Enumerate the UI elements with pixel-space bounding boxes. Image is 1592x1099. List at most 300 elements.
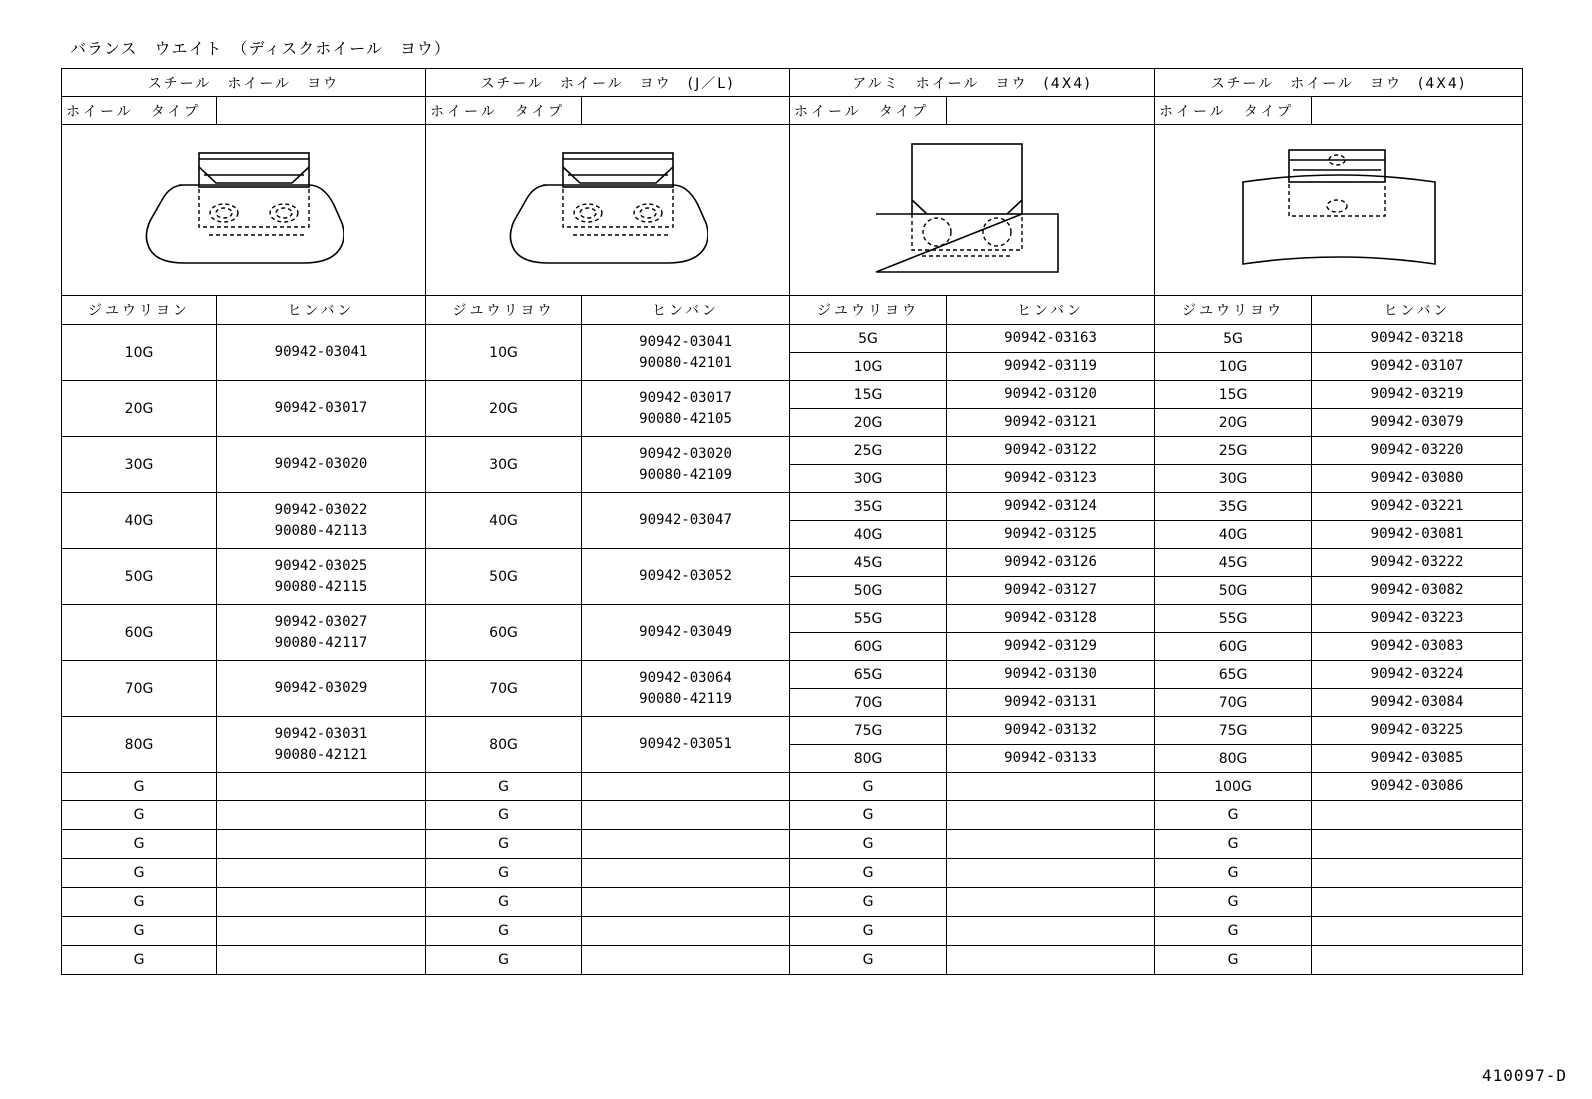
weight-cell — [62, 917, 217, 946]
weight-cell — [790, 353, 947, 381]
weight-cell-text: G — [862, 894, 874, 910]
part-number-cell-text: 90942-03225 — [1370, 722, 1464, 738]
part-number-cell — [217, 859, 426, 888]
weight-cell — [1155, 381, 1312, 409]
part-number-cell — [582, 830, 790, 859]
wheel-type-label: ホイール タイプ — [790, 97, 947, 125]
weight-cell-text: 60G — [853, 638, 883, 655]
weight-cell-text: G — [133, 923, 145, 939]
part-number-cell-text: 90942-03133 — [1004, 750, 1097, 766]
part-number-cell — [217, 888, 426, 917]
weight-cell — [426, 549, 582, 605]
weight-cell — [1155, 859, 1312, 888]
weight-cell-text: G — [133, 807, 145, 823]
part-number-cell — [1312, 493, 1523, 521]
weight-cell-text: G — [133, 865, 145, 881]
steel-weight-diagram — [62, 125, 426, 296]
weight-cell-text: 20G — [853, 414, 883, 431]
weight-cell — [62, 437, 217, 493]
weight-cell — [1155, 325, 1312, 353]
part-number-cell-text: 90942-03120 — [1004, 386, 1097, 402]
part-number-cell — [947, 859, 1155, 888]
weight-cell — [426, 773, 582, 801]
weight-cell-text: G — [1227, 894, 1239, 910]
weight-cell — [790, 661, 947, 689]
part-number-cell — [947, 381, 1155, 409]
weight-cell-text: 65G — [1218, 666, 1248, 683]
part-number-cell-text: 90942-03086 — [1370, 778, 1464, 794]
weight-cell — [1155, 830, 1312, 859]
part-number: 90942-03029 — [274, 680, 368, 696]
weight-cell — [62, 773, 217, 801]
weight-cell — [1155, 605, 1312, 633]
weight-cell — [426, 859, 582, 888]
weight-cell-text: 35G — [1218, 498, 1248, 515]
part-number-alt: 90080-42101 — [639, 354, 732, 371]
part-number-cell — [947, 745, 1155, 773]
part-number-cell — [582, 661, 790, 717]
weight-cell — [1155, 773, 1312, 801]
part-number-cell — [1312, 717, 1523, 745]
weight-diagram-row — [62, 125, 1523, 296]
weight-cell-text: G — [133, 778, 145, 795]
weight-cell-text: 70G — [1218, 694, 1248, 711]
part-number-cell — [947, 465, 1155, 493]
weight-cell — [62, 549, 217, 605]
weight-cell — [426, 605, 582, 661]
weight-cell-text: G — [1227, 807, 1239, 823]
table-row — [62, 859, 1523, 888]
weight-cell — [790, 888, 947, 917]
part-number-cell — [217, 773, 426, 801]
table-row — [62, 917, 1523, 946]
part-number-cell-text: 90942-03119 — [1004, 358, 1097, 374]
part-number-cell-text: 90942-03224 — [1370, 666, 1464, 682]
weight-cell-text: G — [498, 894, 509, 910]
col-part-header: ヒンバン — [947, 296, 1155, 325]
weight-cell — [62, 888, 217, 917]
table-row — [62, 830, 1523, 859]
weight-cell — [790, 745, 947, 773]
weight-cell — [1155, 521, 1312, 549]
col-part-header: ヒンバン — [1312, 296, 1523, 325]
part-number-cell-text: 90942-03132 — [1004, 722, 1097, 738]
part-number-cell-text: 90942-03123 — [1004, 470, 1097, 486]
part-number-alt: 90080-42105 — [639, 410, 732, 427]
part-number-cell — [1312, 917, 1523, 946]
weight-cell-text: 55G — [1218, 610, 1248, 627]
weight-cell — [426, 917, 582, 946]
part-number-cell — [947, 437, 1155, 465]
weight-cell — [790, 633, 947, 661]
weight-cell-text: 50G — [124, 568, 154, 585]
part-number-cell — [582, 859, 790, 888]
part-number-cell — [947, 633, 1155, 661]
weight-cell-text: 60G — [124, 624, 154, 641]
part-number-cell — [582, 381, 790, 437]
part-number: 90942-03022 — [274, 501, 368, 518]
part-number: 90942-03017 — [274, 400, 368, 416]
part-number-cell — [1312, 549, 1523, 577]
weight-cell — [62, 325, 217, 381]
part-number: 90942-03047 — [639, 512, 732, 528]
part-number-cell — [947, 689, 1155, 717]
weight-cell — [790, 577, 947, 605]
weight-cell-text: 30G — [853, 470, 883, 487]
weight-cell-text: G — [498, 807, 509, 823]
part-number-cell-text: 90942-03127 — [1004, 582, 1097, 598]
part-number-cell — [217, 549, 426, 605]
weight-cell-text: 5G — [858, 330, 878, 347]
weight-cell-text: 50G — [1218, 582, 1248, 599]
weight-cell — [1155, 888, 1312, 917]
weight-cell-text: 10G — [489, 344, 518, 361]
part-number-cell-text: 90942-03082 — [1370, 582, 1464, 598]
part-number-cell — [1312, 859, 1523, 888]
weight-cell-text: G — [498, 923, 509, 939]
part-number-cell — [1312, 521, 1523, 549]
weight-cell — [1155, 633, 1312, 661]
part-number-cell — [1312, 577, 1523, 605]
part-number-cell — [582, 437, 790, 493]
weight-cell — [62, 605, 217, 661]
part-number-cell — [1312, 745, 1523, 773]
part-number: 90942-03017 — [639, 389, 732, 406]
weight-cell-text: 80G — [124, 736, 154, 753]
weight-cell-text: 15G — [853, 386, 883, 403]
part-number-cell — [582, 773, 790, 801]
weight-cell — [426, 801, 582, 830]
part-number-cell — [947, 717, 1155, 745]
part-number-cell-text: 90942-03085 — [1370, 750, 1464, 766]
balance-weight-table — [61, 68, 1523, 975]
weight-cell — [790, 409, 947, 437]
weight-cell — [62, 946, 217, 975]
weight-cell-text: G — [133, 836, 145, 852]
part-number-cell-text: 90942-03126 — [1004, 554, 1097, 570]
weight-cell — [62, 661, 217, 717]
weight-cell — [426, 661, 582, 717]
weight-cell — [790, 465, 947, 493]
weight-cell-text: G — [133, 894, 145, 910]
part-number-cell-text: 90942-03081 — [1370, 526, 1464, 542]
part-number-cell — [947, 946, 1155, 975]
weight-cell — [790, 605, 947, 633]
table-row — [62, 549, 1523, 577]
weight-cell — [426, 830, 582, 859]
weight-cell-text: G — [862, 865, 874, 881]
weight-cell-text: 55G — [853, 610, 883, 627]
part-number-cell-text: 90942-03129 — [1004, 638, 1097, 654]
weight-cell-text: 80G — [853, 750, 883, 767]
part-number-cell — [1312, 437, 1523, 465]
part-number-cell — [1312, 465, 1523, 493]
weight-cell-text: 40G — [1218, 526, 1248, 543]
weight-cell — [1155, 577, 1312, 605]
weight-cell-text: G — [862, 923, 874, 939]
weight-cell-text: 70G — [124, 680, 154, 697]
steel-jl-weight-diagram — [426, 125, 790, 296]
weight-cell-text: G — [862, 778, 874, 795]
part-number: 90942-03027 — [274, 613, 368, 630]
part-number: 90942-03041 — [274, 344, 368, 360]
weight-cell — [426, 381, 582, 437]
page-code: 410097-D — [1482, 1066, 1568, 1085]
weight-cell-text: 5G — [1223, 330, 1243, 347]
table-row — [62, 437, 1523, 465]
weight-cell — [790, 493, 947, 521]
part-number: 90942-03052 — [639, 568, 732, 584]
part-number-cell-text: 90942-03130 — [1004, 666, 1097, 682]
weight-cell — [790, 689, 947, 717]
weight-cell-text: G — [1227, 836, 1239, 852]
weight-cell-text: 80G — [1218, 750, 1248, 767]
table-row — [62, 493, 1523, 521]
table-row — [62, 661, 1523, 689]
weight-cell — [790, 773, 947, 801]
part-number-cell-text: 90942-03218 — [1370, 330, 1464, 346]
table-row — [62, 717, 1523, 745]
part-number-cell — [1312, 888, 1523, 917]
part-number-cell — [947, 605, 1155, 633]
part-number-cell-text: 90942-03083 — [1370, 638, 1464, 654]
part-number: 90942-03064 — [639, 669, 732, 686]
part-number-cell — [217, 801, 426, 830]
part-number-cell — [1312, 353, 1523, 381]
part-number-cell — [947, 409, 1155, 437]
weight-cell — [1155, 745, 1312, 773]
part-number-cell-text: 90942-03084 — [1370, 694, 1464, 710]
alu-4x4-weight-diagram — [790, 125, 1155, 296]
steel-4x4-weight-diagram — [1155, 125, 1523, 296]
weight-cell-text: 20G — [489, 400, 518, 417]
weight-cell-text: 40G — [853, 526, 883, 543]
weight-cell — [62, 859, 217, 888]
part-number-alt: 90080-42121 — [274, 746, 368, 763]
weight-cell-text: 30G — [489, 456, 518, 473]
weight-cell-text: 65G — [853, 666, 883, 683]
part-number-cell — [217, 917, 426, 946]
weight-cell — [1155, 465, 1312, 493]
part-number-cell — [1312, 801, 1523, 830]
part-number-cell — [947, 773, 1155, 801]
part-number-cell-text: 90942-03128 — [1004, 610, 1097, 626]
part-number-cell — [217, 381, 426, 437]
part-number-cell — [582, 801, 790, 830]
weight-cell-text: 15G — [1218, 386, 1248, 403]
weight-cell-text: 10G — [124, 344, 154, 361]
col-weight-header: ジユウリヨン — [62, 296, 217, 325]
weight-cell-text: G — [1227, 865, 1239, 881]
weight-cell — [1155, 917, 1312, 946]
weight-cell-text: 45G — [1218, 554, 1248, 571]
part-number-cell — [947, 888, 1155, 917]
part-number-cell — [947, 493, 1155, 521]
weight-cell-text: G — [1227, 923, 1239, 939]
part-number-cell-text: 90942-03125 — [1004, 526, 1097, 542]
weight-cell — [62, 801, 217, 830]
part-number-cell-text: 90942-03107 — [1370, 358, 1464, 374]
col-part-header: ヒンバン — [582, 296, 790, 325]
part-number-cell-text: 90942-03222 — [1370, 554, 1464, 570]
weight-cell — [62, 493, 217, 549]
weight-cell-text: 50G — [489, 568, 518, 585]
weight-cell — [790, 917, 947, 946]
weight-cell-text: 20G — [124, 400, 154, 417]
page-title: バランス ウエイト （ディスクホイール ヨウ） — [70, 39, 451, 58]
part-number-cell — [217, 946, 426, 975]
weight-cell-text: G — [1227, 952, 1239, 968]
weight-cell — [1155, 437, 1312, 465]
part-number-cell — [947, 661, 1155, 689]
weight-cell-text: 45G — [853, 554, 883, 571]
weight-cell — [426, 437, 582, 493]
table-row — [62, 325, 1523, 353]
part-number: 90942-03041 — [639, 333, 732, 350]
part-number-cell — [1312, 946, 1523, 975]
part-number-cell — [217, 661, 426, 717]
weight-cell — [1155, 801, 1312, 830]
weight-cell — [790, 801, 947, 830]
part-number-cell — [947, 801, 1155, 830]
table-row — [62, 801, 1523, 830]
col-weight-header: ジユウリヨウ — [1155, 296, 1312, 325]
section-alu-4x4: アルミ ホイール ヨウ (4X4) — [790, 69, 1155, 97]
weight-cell-text: G — [862, 836, 874, 852]
weight-cell — [790, 946, 947, 975]
weight-cell-text: 75G — [1218, 722, 1248, 739]
weight-cell-text: 60G — [1218, 638, 1248, 655]
wheel-type-row — [62, 97, 1523, 125]
weight-cell-text: G — [498, 836, 509, 852]
weight-cell — [1155, 717, 1312, 745]
part-number: 90942-03051 — [639, 736, 732, 752]
weight-cell-text: 25G — [1218, 442, 1248, 459]
part-number: 90942-03025 — [274, 557, 368, 574]
part-number-cell — [582, 549, 790, 605]
wheel-type-label: ホイール タイプ — [426, 97, 582, 125]
weight-cell — [790, 521, 947, 549]
table-row — [62, 888, 1523, 917]
part-number-cell-text: 90942-03122 — [1004, 442, 1097, 458]
part-number-cell — [582, 888, 790, 917]
part-number-cell — [582, 493, 790, 549]
weight-cell-text: 20G — [1218, 414, 1248, 431]
col-part-header: ヒンバン — [217, 296, 426, 325]
part-number-cell-text: 90942-03220 — [1370, 442, 1464, 458]
part-number-cell — [947, 917, 1155, 946]
weight-cell — [1155, 409, 1312, 437]
part-number-cell-text: 90942-03221 — [1370, 498, 1464, 514]
part-number-cell — [1312, 633, 1523, 661]
part-number: 90942-03049 — [639, 624, 732, 640]
section-steel: スチール ホイール ヨウ — [62, 69, 426, 97]
wheel-type-label: ホイール タイプ — [1155, 97, 1312, 125]
weight-cell-text: G — [498, 952, 509, 968]
weight-cell-text: G — [862, 807, 874, 823]
weight-cell-text: 70G — [489, 680, 518, 697]
part-number-cell — [947, 521, 1155, 549]
weight-cell-text: 100G — [1214, 778, 1252, 795]
weight-cell — [790, 381, 947, 409]
weight-cell — [790, 325, 947, 353]
weight-cell — [1155, 493, 1312, 521]
weight-cell — [426, 493, 582, 549]
part-number-cell — [217, 605, 426, 661]
weight-cell-text: G — [862, 952, 874, 968]
part-number-cell-text: 90942-03080 — [1370, 470, 1464, 486]
part-number-cell — [582, 917, 790, 946]
part-number-cell — [1312, 381, 1523, 409]
section-header-row — [62, 69, 1523, 97]
part-number-alt: 90080-42117 — [274, 634, 368, 651]
weight-cell — [790, 717, 947, 745]
part-number-cell — [217, 493, 426, 549]
part-number-cell — [582, 325, 790, 381]
weight-cell — [1155, 353, 1312, 381]
table-row — [62, 773, 1523, 801]
part-number-cell — [217, 437, 426, 493]
weight-cell-text: 10G — [853, 358, 883, 375]
weight-cell — [62, 381, 217, 437]
part-number-alt: 90080-42109 — [639, 466, 732, 483]
part-number-cell — [217, 325, 426, 381]
weight-cell-text: 10G — [1218, 358, 1248, 375]
weight-cell — [62, 830, 217, 859]
col-weight-header: ジユウリヨウ — [426, 296, 582, 325]
part-number-cell-text: 90942-03219 — [1370, 386, 1464, 402]
part-number-cell-text: 90942-03079 — [1370, 414, 1464, 430]
part-number-cell-text: 90942-03131 — [1004, 694, 1097, 710]
weight-cell — [426, 888, 582, 917]
part-number: 90942-03031 — [274, 725, 368, 742]
part-number-cell — [947, 549, 1155, 577]
weight-cell — [1155, 689, 1312, 717]
part-number-cell — [947, 325, 1155, 353]
table-row — [62, 381, 1523, 409]
part-number-alt: 90080-42113 — [274, 522, 368, 539]
weight-cell-text: G — [133, 952, 145, 968]
part-number-cell — [947, 830, 1155, 859]
weight-cell — [426, 717, 582, 773]
weight-cell-text: 30G — [1218, 470, 1248, 487]
column-header-row — [62, 296, 1523, 325]
part-number-cell-text: 90942-03223 — [1370, 610, 1464, 626]
part-number-cell — [947, 353, 1155, 381]
part-number-cell — [582, 946, 790, 975]
part-number-alt: 90080-42119 — [639, 690, 732, 707]
part-number-cell — [1312, 325, 1523, 353]
part-number-cell-text: 90942-03124 — [1004, 498, 1097, 514]
part-number-cell — [947, 577, 1155, 605]
part-number: 90942-03020 — [639, 445, 732, 462]
part-number-cell — [1312, 661, 1523, 689]
weight-cell — [1155, 549, 1312, 577]
weight-cell — [790, 437, 947, 465]
part-number-cell — [1312, 830, 1523, 859]
weight-cell-text: G — [498, 865, 509, 881]
part-number-cell — [217, 717, 426, 773]
part-number-cell — [582, 717, 790, 773]
part-number-cell — [1312, 689, 1523, 717]
part-number: 90942-03020 — [274, 456, 368, 472]
wheel-type-label: ホイール タイプ — [62, 97, 217, 125]
part-number-cell — [1312, 409, 1523, 437]
col-weight-header: ジユウリヨウ — [790, 296, 947, 325]
part-number-cell — [1312, 773, 1523, 801]
part-number-cell — [582, 605, 790, 661]
weight-cell-text: 40G — [124, 512, 154, 529]
